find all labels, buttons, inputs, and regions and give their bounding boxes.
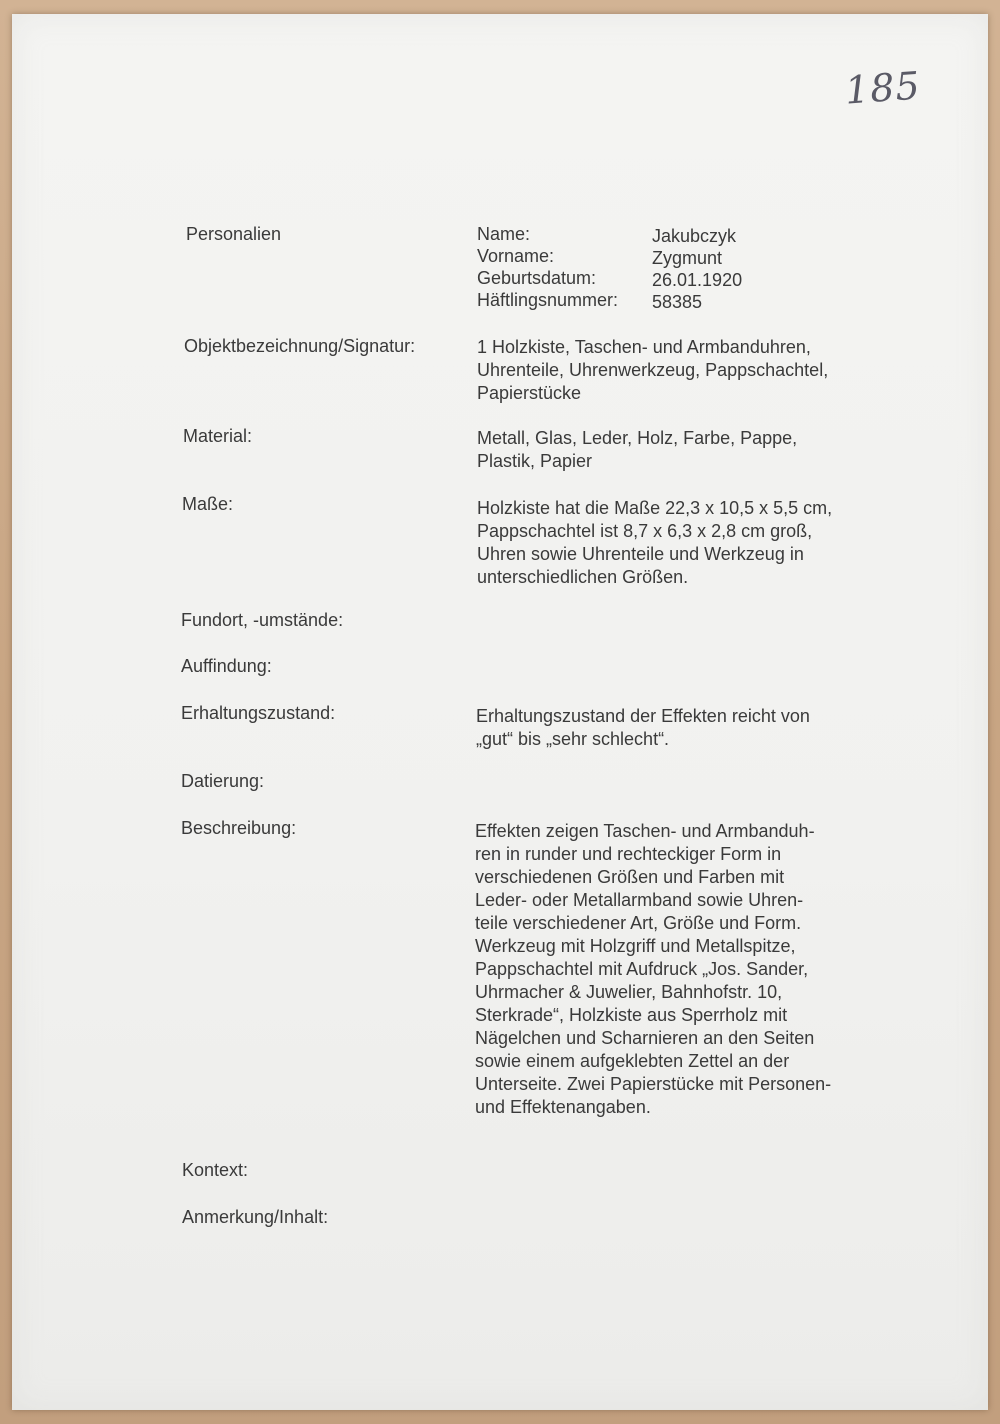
value-masse [477, 497, 832, 589]
beschreibung-line: teile verschiedener Art, Größe und Form. [475, 913, 802, 933]
beschreibung-line: Unterseite. Zwei Papierstücke mit Personen- [475, 1074, 832, 1094]
handwritten-page-number: 185 [843, 63, 922, 113]
field-value-vorname: Zygmunt [652, 248, 723, 268]
masse-line: Uhren sowie Uhrenteile und Werkzeug in [477, 544, 804, 564]
beschreibung-line: Nägelchen und Scharnieren an den Seiten [475, 1028, 815, 1048]
beschreibung-line: Pappschachtel mit Aufdruck „Jos. Sander, [475, 959, 809, 979]
beschreibung-line: Uhrmacher & Juwelier, Bahnhofstr. 10, [475, 982, 783, 1002]
masse-line: Holzkiste hat die Maße 22,3 x 10,5 x 5,5 cm, [477, 498, 833, 518]
objekt-line: 1 Holzkiste, Taschen- und Armbanduhren, [477, 337, 811, 357]
label-objektbezeichnung: Objektbezeichnung/Signatur: [184, 336, 416, 356]
beschreibung-line: und Effektenangaben. [475, 1097, 651, 1117]
label-datierung: Datierung: [181, 771, 265, 791]
label-beschreibung: Beschreibung: [181, 818, 297, 838]
label-fundort: Fundort, -umstände: [181, 610, 344, 630]
field-value-geburtsdatum: 26.01.1920 [652, 270, 743, 290]
value-beschreibung [475, 820, 831, 1119]
field-key-geburtsdatum: Geburtsdatum: [477, 268, 597, 288]
beschreibung-line: Werkzeug mit Holzgriff und Metallspitze, [475, 936, 796, 956]
beschreibung-line: verschiedenen Größen und Farben mit [475, 867, 785, 887]
beschreibung-line: sowie einem aufgeklebten Zettel an der [475, 1051, 790, 1071]
beschreibung-line: Effekten zeigen Taschen- und Armbanduh- [475, 821, 815, 841]
label-personalien: Personalien [186, 224, 282, 244]
label-kontext: Kontext: [182, 1160, 249, 1180]
material-line: Plastik, Papier [477, 451, 593, 471]
personalien-fields [477, 223, 742, 311]
field-key-name: Name: [477, 224, 531, 244]
beschreibung-line: ren in runder und rechteckiger Form in [475, 844, 782, 864]
field-key-vorname: Vorname: [477, 246, 555, 266]
field-value-name: Jakubczyk [652, 226, 737, 246]
objekt-line: Papierstücke [477, 383, 582, 403]
masse-line: unterschiedlichen Größen. [477, 567, 689, 587]
value-material [477, 427, 797, 473]
field-value-haeftlingsnummer: 58385 [652, 292, 703, 312]
label-anmerkung: Anmerkung/Inhalt: [182, 1207, 329, 1227]
label-masse: Maße: [182, 494, 234, 514]
label-auffindung: Auffindung: [181, 656, 272, 676]
masse-line: Pappschachtel ist 8,7 x 6,3 x 2,8 cm groß, [477, 521, 813, 541]
erhaltung-line: Erhaltungszustand der Effekten reicht von [476, 706, 810, 726]
field-key-haeftlingsnummer: Häftlingsnummer: [477, 290, 619, 310]
value-objektbezeichnung [477, 336, 828, 405]
objekt-line: Uhrenteile, Uhrenwerkzeug, Pappschachtel, [477, 360, 829, 380]
label-material: Material: [183, 426, 253, 446]
erhaltung-line: „gut“ bis „sehr schlecht“. [476, 729, 670, 749]
beschreibung-line: Leder- oder Metallarmband sowie Uhren- [475, 890, 804, 910]
value-erhaltungszustand [476, 705, 810, 751]
material-line: Metall, Glas, Leder, Holz, Farbe, Pappe, [477, 428, 798, 448]
beschreibung-line: Sterkrade“, Holzkiste aus Sperrholz mit [475, 1005, 788, 1025]
label-erhaltungszustand: Erhaltungszustand: [181, 703, 336, 723]
